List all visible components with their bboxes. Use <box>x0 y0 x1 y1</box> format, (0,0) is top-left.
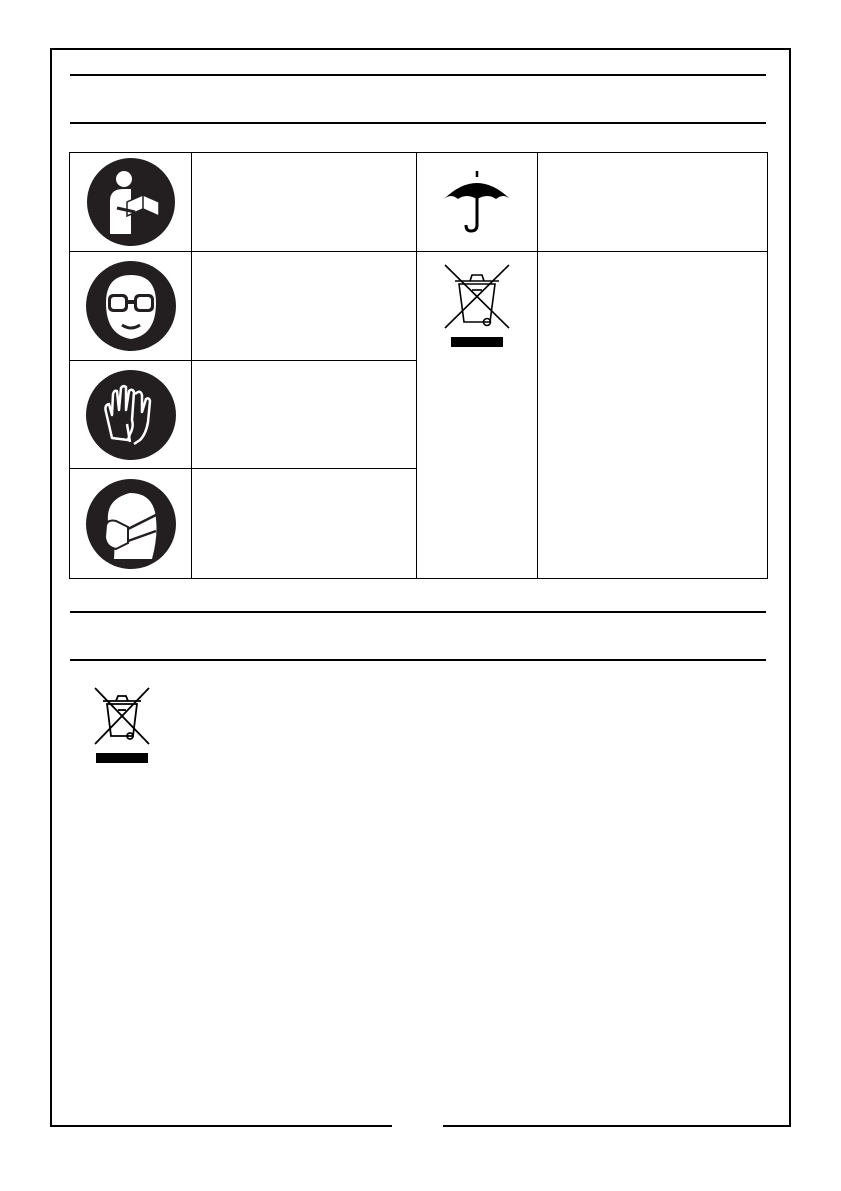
symbol-desc-keep-dry <box>538 153 768 252</box>
disposal-weee-symbol <box>93 686 151 771</box>
section-2-bottom-rule <box>70 659 766 661</box>
gloves-icon <box>86 370 176 460</box>
dust-mask-icon <box>86 479 176 569</box>
keep-dry-umbrella-icon <box>442 171 512 233</box>
page-number <box>392 1115 443 1135</box>
eye-protection-icon <box>86 261 176 351</box>
symbol-desc-gloves <box>192 361 417 469</box>
symbols-table <box>69 152 768 579</box>
symbol-cell-read-manual <box>70 153 192 252</box>
section-1-top-rule <box>70 74 766 76</box>
weee-crossed-bin-icon <box>442 262 512 350</box>
symbol-cell-dust-mask <box>70 469 192 579</box>
symbol-desc-dust-mask <box>192 469 417 579</box>
symbol-desc-read-manual <box>192 153 417 252</box>
symbol-cell-eye-protection <box>70 252 192 361</box>
symbol-desc-eye-protection <box>192 252 417 361</box>
frame-bottom-right <box>443 1125 789 1127</box>
read-manual-icon <box>87 158 175 246</box>
section-1-bottom-rule <box>70 122 766 124</box>
frame-bottom-left <box>50 1125 392 1127</box>
weee-crossed-bin-icon <box>93 686 151 766</box>
symbol-cell-keep-dry <box>417 153 538 252</box>
symbol-desc-weee <box>538 252 768 579</box>
symbol-cell-gloves <box>70 361 192 469</box>
section-2-top-rule <box>70 611 766 613</box>
symbol-cell-weee <box>417 252 538 579</box>
